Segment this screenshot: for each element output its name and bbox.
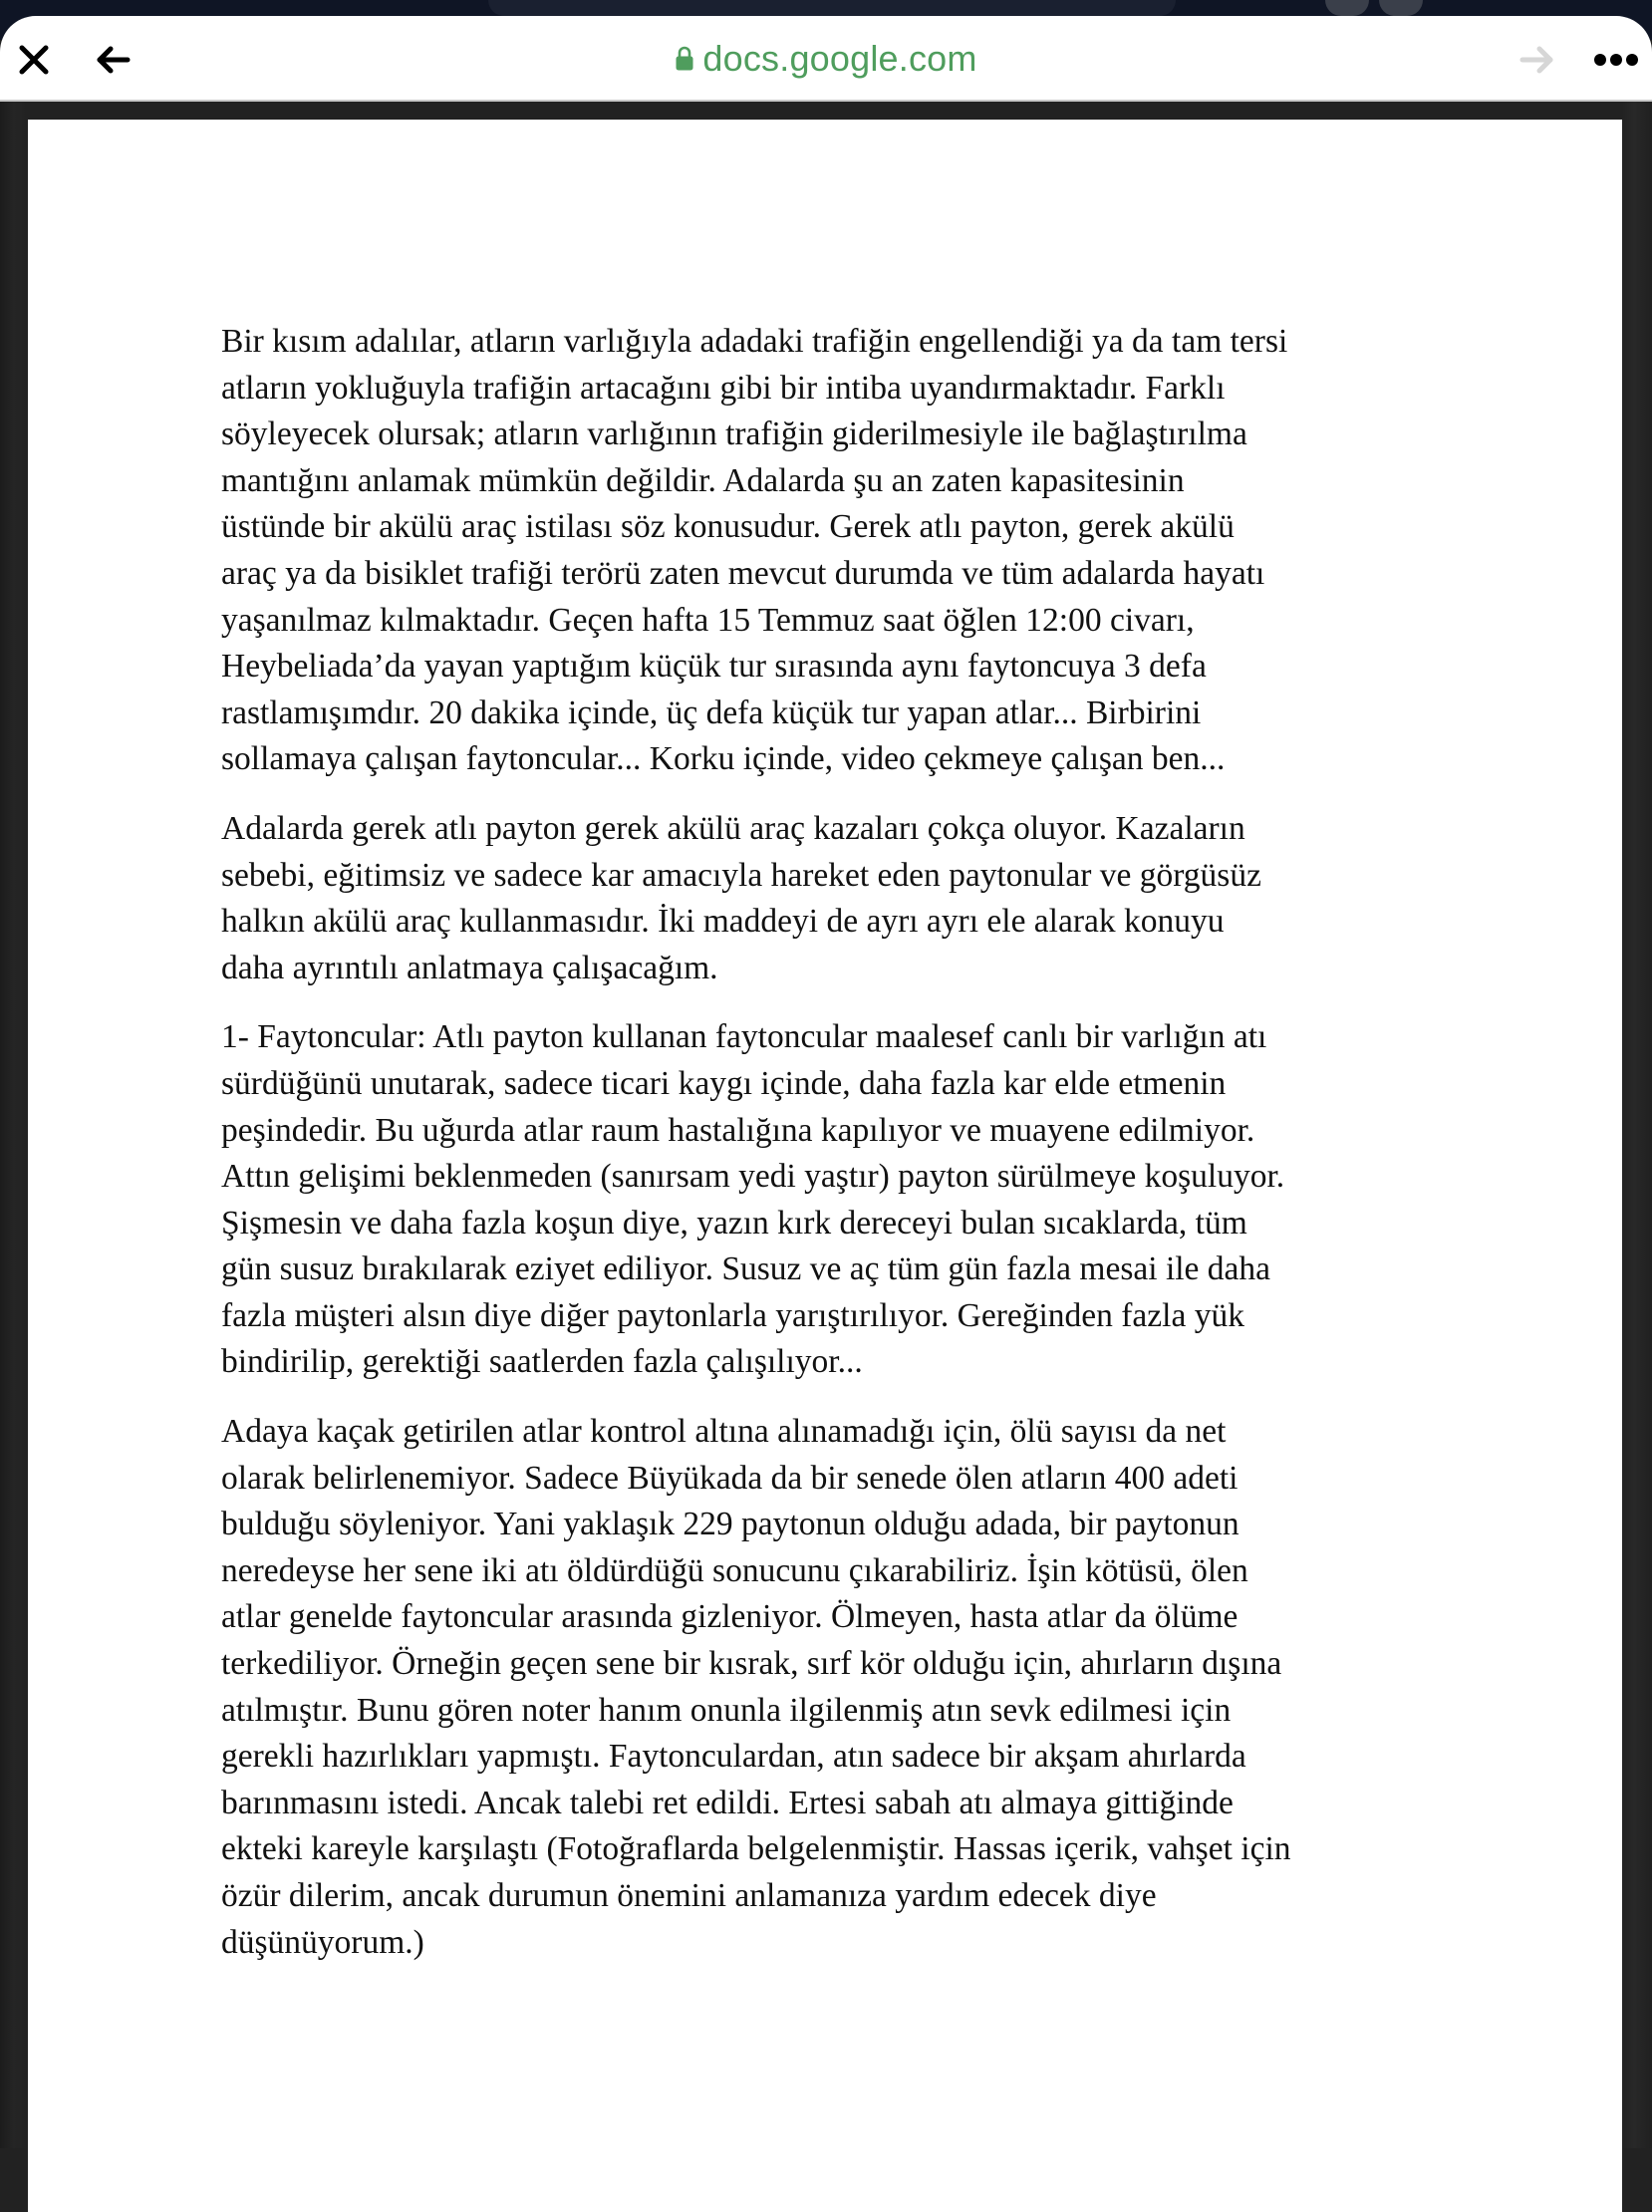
text-line: özür dilerim, ancak durumun önemini anlamanıza yardım edecek diye: [221, 1877, 1157, 1914]
text-line: ekteki kareyle karşılaştı (Fotoğraflarda belgelenmiştir. Hassas içerik, vahşet için: [221, 1830, 1291, 1868]
text-line: mantığını anlamak mümkün değildir. Adalarda şu an zaten kapasitesinin: [221, 461, 1185, 499]
paragraph-1: [221, 319, 1457, 783]
text-line: Attın gelişimi beklenmeden (sanırsam yedi yaştır) payton sürülmeye koşuluyor.: [221, 1158, 1285, 1196]
text-line: Şişmesin ve daha fazla koşun diye, yazın kırk dereceyi bulan sıcaklarda, tüm: [221, 1204, 1247, 1242]
text-line: peşindedir. Bu uğurda atlar raum hastalığına kapılıyor ve muayene edilmiyor.: [221, 1111, 1255, 1149]
document-body: [221, 319, 1457, 1989]
paragraph-4: [221, 1409, 1457, 1966]
text-line: daha ayrıntılı anlatmaya çalışacağım.: [221, 949, 718, 986]
text-line: atılmıştır. Bunu gören noter hanım onunla ilgilenmiş atın sevk edilmesi için: [221, 1691, 1232, 1729]
text-line: halkın akülü araç kullanmasıdır. İki maddeyi de ayrı ayrı ele alarak konuyu: [221, 903, 1225, 941]
text-line: neredeyse her sene iki atı öldürdüğü sonucunu çıkarabiliriz. İşin kötüsü, ölen: [221, 1551, 1248, 1589]
text-line: Adaya kaçak getirilen atlar kontrol altına alınamadığı için, ölü sayısı da net: [221, 1413, 1227, 1451]
text-line: gerekli hazırlıkları yapmıştı. Faytonculardan, atın sadece bir akşam ahırlarda: [221, 1738, 1246, 1776]
text-line: atlar genelde faytoncular arasında gizleniyor. Ölmeyen, hasta atlar da ölüme: [221, 1598, 1239, 1636]
text-line: yaşanılmaz kılmaktadır. Geçen hafta 15 Temmuz saat öğlen 12:00 civarı,: [221, 601, 1195, 639]
text-line: araç ya da bisiklet trafiği terörü zaten mevcut durumda ve tüm adalarda hayatı: [221, 554, 1265, 592]
forward-arrow-icon: [1518, 45, 1554, 75]
more-options-button[interactable]: [1588, 34, 1644, 86]
lock-icon: [675, 46, 694, 72]
text-line: sürdüğünü unutarak, sadece ticari kaygı içinde, daha fazla kar elde etmenin: [221, 1064, 1227, 1102]
text-line: 1- Faytoncular: Atlı payton kullanan faytoncular maalesef canlı bir varlığın atı: [221, 1018, 1267, 1056]
background-search-bar: [488, 0, 1176, 16]
more-dots-icon: [1593, 53, 1639, 67]
paragraph-2: [221, 806, 1457, 991]
text-line: atların yokluğuyla trafiğin artacağını gibi bir intiba uyandırmaktadır. Farklı: [221, 369, 1226, 407]
text-line: rastlamışımdır. 20 dakika içinde, üç defa küçük tur yapan atlar... Birbirini: [221, 693, 1202, 731]
paragraph-3: [221, 1014, 1457, 1386]
text-line: üstünde bir akülü araç istilası söz konusudur. Gerek atlı payton, gerek akülü: [221, 508, 1235, 546]
text-line: Adalarda gerek atlı payton gerek akülü araç kazaları çokça oluyor. Kazaların: [221, 809, 1245, 847]
text-line: barınmasını istedi. Ancak talebi ret edildi. Ertesi sabah atı almaya gittiğinde: [221, 1784, 1234, 1821]
document-page: [28, 120, 1622, 2212]
text-line: söyleyecek olursak; atların varlığının trafiğin giderilmesiyle ile bağlaştırılma: [221, 415, 1247, 453]
text-line: sebebi, eğitimsiz ve sadece kar amacıyla hareket eden paytonular ve görgüsüz: [221, 856, 1261, 894]
text-line: terkediliyor. Örneğin geçen sene bir kısrak, sırf kör olduğu için, ahırların dışına: [221, 1645, 1282, 1683]
text-line: düşünüyorum.): [221, 1923, 424, 1961]
text-line: gün susuz bırakılarak eziyet ediliyor. Susuz ve aç tüm gün fazla mesai ile daha: [221, 1250, 1271, 1288]
url-display[interactable]: [0, 36, 1652, 82]
forward-button[interactable]: [1511, 34, 1562, 86]
in-app-browser-toolbar: [0, 16, 1652, 102]
text-line: sollamaya çalışan faytoncular... Korku içinde, video çekmeye çalışan ben...: [221, 740, 1226, 778]
url-text: docs.google.com: [702, 38, 977, 79]
text-line: bindirilip, gerektiği saatlerden fazla çalışılıyor...: [221, 1343, 863, 1381]
text-line: olarak belirlenemiyor. Sadece Büyükada da bir senede ölen atların 400 adeti: [221, 1459, 1239, 1497]
document-viewer[interactable]: [0, 102, 1652, 2148]
background-avatars: [1325, 0, 1435, 16]
text-line: Bir kısım adalılar, atların varlığıyla adadaki trafiğin engellendiği ya da tam tersi: [221, 323, 1288, 360]
text-line: fazla müşteri alsın diye diğer paytonlarla yarıştırılıyor. Gereğinden fazla yük: [221, 1296, 1244, 1334]
text-line: Heybeliada’da yayan yaptığım küçük tur sırasında aynı faytoncuya 3 defa: [221, 648, 1207, 686]
text-line: bulduğu söyleniyor. Yani yaklaşık 229 paytonun olduğu adada, bir paytonun: [221, 1506, 1239, 1543]
